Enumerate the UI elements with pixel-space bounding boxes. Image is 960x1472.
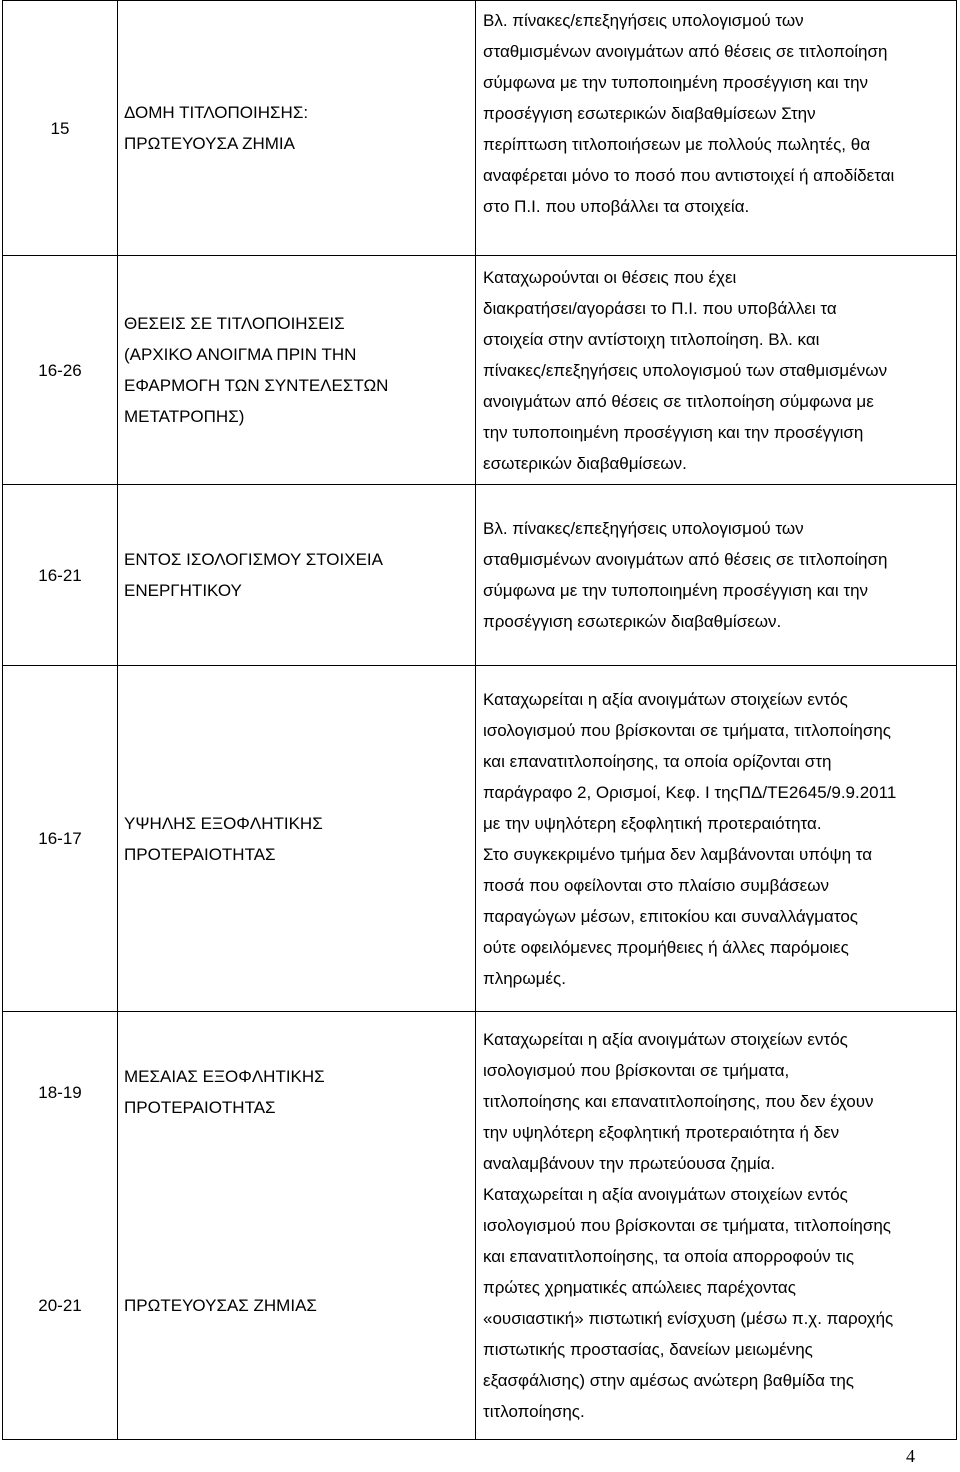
table-row: [3, 1, 957, 256]
page-number: 4: [906, 1446, 915, 1466]
row-category-pair: [118, 1012, 476, 1440]
row-code: 15: [3, 1, 118, 256]
definitions-table: [2, 0, 957, 1440]
row-code: 20-21: [38, 1296, 82, 1315]
row-description: Βλ. πίνακες/επεξηγήσεις υπολογισμού των σταθμισμένων ανοιγμάτων από θέσεις σε τιτλοποίηση σύμφωνα με την τυποποιημένη προσέγγιση και την προσέγγιση εσωτερικών διαβαθμίσεων Στην περίπτωση τιτλοποιήσεων με πολλούς πωλητές, θα αναφέρεται μόνο το ποσό που αντιστοιχεί ή αποδίδεται στο Π.Ι. που υποβάλλει τα στοιχεία.: [476, 1, 957, 256]
table-row: [3, 666, 957, 1012]
row-category: ΜΕΣΑΙΑΣ ΕΞΟΦΛΗΤΙΚΗΣ ΠΡΟΤΕΡΑΙΟΤΗΤΑΣ: [124, 1067, 325, 1117]
row-description: Καταχωρούνται οι θέσεις που έχει διακρατήσει/αγοράσει το Π.Ι. που υποβάλλει τα στοιχεία στην αντίστοιχη τιτλοποίηση. Βλ. και πίνακες/επεξηγήσεις υπολογισμού των σταθμισμένων ανοιγμάτων από θέσεις σε τιτλοποίηση σύμφωνα με την τυποποιημένη προσέγγιση και την προσέγγιση εσωτερικών διαβαθμίσεων.: [476, 256, 957, 485]
row-code: 16-26: [3, 256, 118, 485]
row-description: Καταχωρείται η αξία ανοιγμάτων στοιχείων εντός ισολογισμού που βρίσκονται σε τμήματα, τιτλοποίησης και επανατιτλοποίησης, τα οποία ορίζονται στη παράγραφο 2, Ορισμοί, Κεφ. Ι τηςΠΔ/ΤΕ2645/9.9.2011 με την υψηλότερη εξοφλητική προτεραιότητα. Στο συγκεκριμένο τμήμα δεν λαμβάνονται υπόψη τα ποσά που οφείλονται στο πλαίσιο συμβάσεων παραγώγων μέσων, επιτοκίου και συναλλάγματος ούτε οφειλόμενες προμήθειες ή άλλες παρόμοιες πληρωμές.: [476, 666, 957, 1012]
row-description: Καταχωρείται η αξία ανοιγμάτων στοιχείων εντός ισολογισμού που βρίσκονται σε τμήματα, τιτλοποίησης και επανατιτλοποίησης, που δεν έχουν την υψηλότερη εξοφλητική προτεραιότητα ή δεν αναλαμβάνουν την πρωτεύουσα ζημία. Καταχωρείται η αξία ανοιγμάτων στοιχείων εντός ισολογισμού που βρίσκονται σε τμήματα, τιτλοποίησης και επανατιτλοποίησης, τα οποία απορροφούν τις πρώτες χρηματικές απώλειες παρέχοντας «ουσιαστική» πιστωτική ενίσχυση (μέσω π.χ. παροχής πιστωτικής προστασίας, δανείων μειωμένης εξασφάλισης) στην αμέσως ανώτερη βαθμίδα της τιτλοποίησης.: [476, 1012, 957, 1440]
row-code: 16-17: [3, 666, 118, 1012]
row-code: 18-19: [38, 1082, 82, 1102]
row-category: ΕΝΤΟΣ ΙΣΟΛΟΓΙΣΜΟΥ ΣΤΟΙΧΕΙΑ ΕΝΕΡΓΗΤΙΚΟΥ: [118, 485, 476, 666]
row-description: Βλ. πίνακες/επεξηγήσεις υπολογισμού των σταθμισμένων ανοιγμάτων από θέσεις σε τιτλοποίηση σύμφωνα με την τυποποιημένη προσέγγιση και την προσέγγιση εσωτερικών διαβαθμίσεων.: [476, 485, 957, 666]
table-row: [3, 485, 957, 666]
row-category: ΘΕΣΕΙΣ ΣΕ ΤΙΤΛΟΠΟΙΗΣΕΙΣ (ΑΡΧΙΚΟ ΑΝΟΙΓΜΑ ΠΡΙΝ ΤΗΝ ΕΦΑΡΜΟΓΗ ΤΩΝ ΣΥΝΤΕΛΕΣΤΩΝ ΜΕΤΑΤΡΟΠΗΣ): [118, 256, 476, 485]
table-row: [3, 256, 957, 485]
row-code-pair: [3, 1012, 118, 1440]
row-category: ΥΨΗΛΗΣ ΕΞΟΦΛΗΤΙΚΗΣ ΠΡΟΤΕΡΑΙΟΤΗΤΑΣ: [118, 666, 476, 1012]
table-row: [3, 1012, 957, 1440]
row-category: ΠΡΩΤΕΥΟΥΣΑΣ ΖΗΜΙΑΣ: [124, 1296, 317, 1315]
row-category: ΔΟΜΗ ΤΙΤΛΟΠΟΙΗΣΗΣ: ΠΡΩΤΕΥΟΥΣΑ ΖΗΜΙΑ: [118, 1, 476, 256]
row-code: 16-21: [3, 485, 118, 666]
